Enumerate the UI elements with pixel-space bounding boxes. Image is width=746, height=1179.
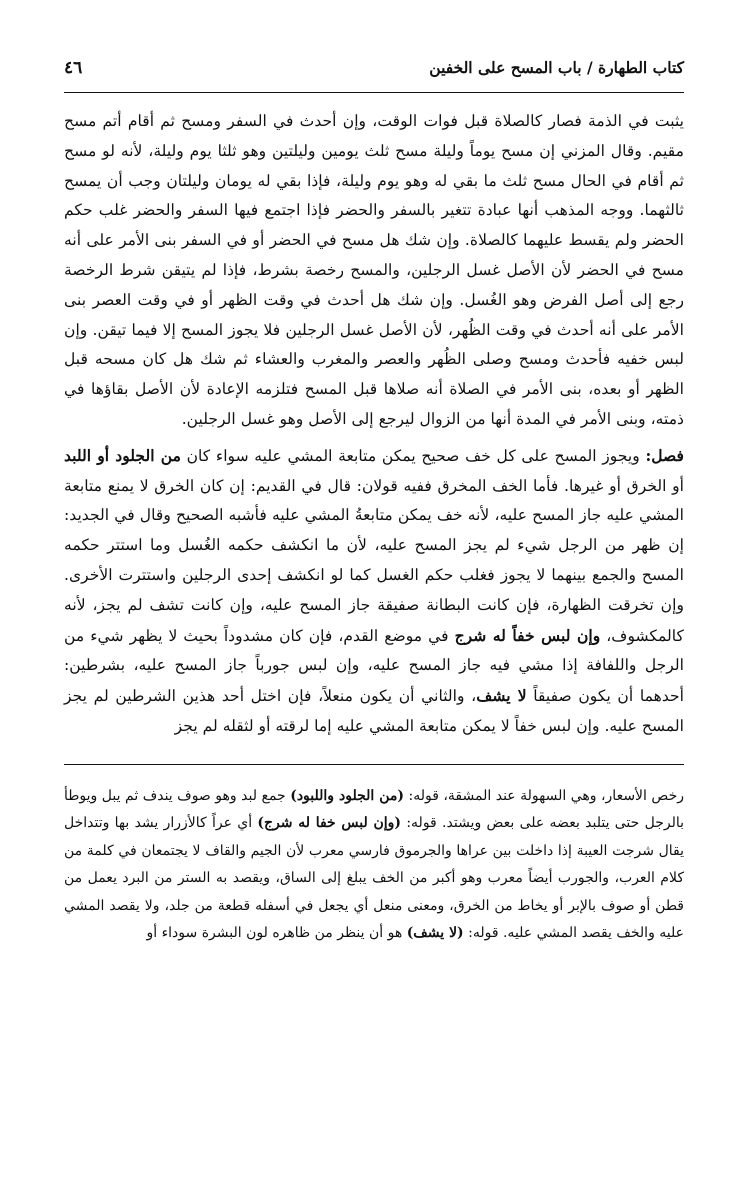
footnote-text-a: رخص الأسعار، وهي السهولة عند المشقة، قوله:: [403, 787, 684, 804]
book-page: [64, 58, 684, 1138]
paragraph-2-text-b: أو الخرق أو غيرها. فأما الخف المخرق ففيه قولان: قال في القديم: إن كان الخرق لا يمنع متابعة المشي عليه جاز المسح عليه، لأنه خف يمكن متابعةُ المشي عليه فأشبه الصحيح وقال في الجديد: إن ظهر من الرجل شيء لم يجز المسح عليه، لأن ما انكشف حكمه الغُسل وما استتر حكمه المسح والجمع بينهما لا يجوز فغلب حكم الغسل كما لو انكشف إحدى الرجلين واستترت الأخرى. وإن تخرقت الظهارة، فإن كانت البطانة صفيقة جاز المسح عليه، وإن كانت تشف لم يجز، لأنه كالمكشوف،: [64, 476, 684, 645]
paragraph-2-text-a: ويجوز المسح على كل خف صحيح يمكن متابعة المشي عليه سواء كان: [180, 446, 646, 465]
footnote-bold-b: (وإن لبس خفا له شرج): [257, 815, 402, 832]
footnotes: [64, 783, 684, 948]
paragraph-1: يثبت في الذمة فصار كالصلاة قبل فوات الوقت، وإن أحدث في السفر ومسح ثم أقام أتم مسح مقيم. وقال المزني إن مسح يوماً وليلة مسح ثلث يومين وليلتين وهو ثلثا يوم وليلة، لأنه لو مسح ثم أقام في الحال مسح ثلث ما بقي له وهو يوم وليلة، فإذا بقي له يومان وليلتان وجب أن يمسح ثالثهما. ووجه المذهب أنها عبادة تتغير بالسفر والحضر فإذا اجتمع فيها السفر والحضر غلب حكم الحضر ولم يقسط عليهما كالصلاة. وإن شك هل مسح في الحضر أو في السفر بنى الأمر على أنه مسح في الحضر لأن الأصل غسل الرجلين، والمسح رخصة بشرط، فإذا لم يتيقن شرط الرخصة رجع إلى أصل الفرض وهو الغُسل. وإن شك هل أحدث في وقت الظهر أو في وقت العصر بنى الأمر على أنه أحدث في وقت الظُهر، لأن الأصل غسل الرجلين فلا يجوز المسح إلا فيما تيقن. وإن لبس خفيه فأحدث ومسح وصلى الظُهر والعصر والمغرب والعشاء ثم شك هل كان مسحه قبل الظهر أو بعده، بنى الأمر في الصلاة أنه صلاها قبل المسح فتلزمه الإعادة لأن الأصل بقاؤها في ذمته، وبنى الأمر في المدة أنها من الزوال ليرجع إلى الأصل وهو غسل الرجلين.: [64, 112, 684, 428]
page-number: ٤٦: [64, 58, 83, 78]
footnote-bold-c: (لا يشف): [406, 925, 464, 942]
paragraph-2-text-d: ، والثاني أن يكون منعلاً، فإن اختل أحد هذين الشرطين لم يجز المسح عليه. وإن لبس خفاً لا يمكن متابعة المشي عليه إما لرقته أو لثقله لم يجز: [64, 687, 684, 735]
chapter-title: كتاب الطهارة / باب المسح على الخفين: [429, 58, 684, 77]
footnote-text-d: هو أن ينظر من ظاهره لون البشرة سوداء أو: [146, 925, 407, 942]
footnote-paragraph: [64, 783, 684, 948]
bold-phrase-la-yashif: لا يشف: [476, 686, 527, 706]
footnote-bold-a: (من الجلود واللبود): [290, 787, 404, 804]
section-label: فصل:: [645, 445, 684, 465]
bold-phrase-khuff-sharaj: وإن لبس خفاً له شرج: [454, 625, 601, 645]
footnote-text-c: أي عراً كالأزرار يشد بها وتتداخل يقال شرجت العيبة إذا داخلت بين عراها والجرموق فارسي معرب لأن الجيم والقاف لا يجتمعان في كلمة من كلام العرب، والجورب أيضاً معرب وهو أكبر من الخف يبلغ إلى الساق، ويقصد به الستر من البرد يعمل من قطن أو صوف بالإبر أو يخاط من الخرق، ومعنى منعل أي يجعل في أسفله قطعة من جلد، ولا يقصد المشي عليه والخف يقصد المشي عليه. قوله:: [64, 815, 684, 942]
paragraph-2: [64, 441, 684, 742]
footnote-divider: [64, 764, 684, 765]
footnote-text-b: جمع لبد وهو صوف يندف ثم يبل ويوطأ بالرجل حتى يتلبد بعضه على بعض ويشتد. قوله:: [64, 787, 685, 832]
paragraph-2-text-c: في موضع القدم، فإن كان مشدوداً بحيث لا يظهر شيء من الرجل واللفافة إذا مشي فيه جاز المسح عليه، وإن لبس جورباً جاز المسح عليه، بشرطين: أحدهما أن يكون صفيقاً: [64, 626, 684, 706]
main-text: [64, 107, 684, 742]
bold-phrase-leather-felt: من الجلود أو اللبد: [64, 445, 181, 465]
running-header: [64, 58, 684, 93]
